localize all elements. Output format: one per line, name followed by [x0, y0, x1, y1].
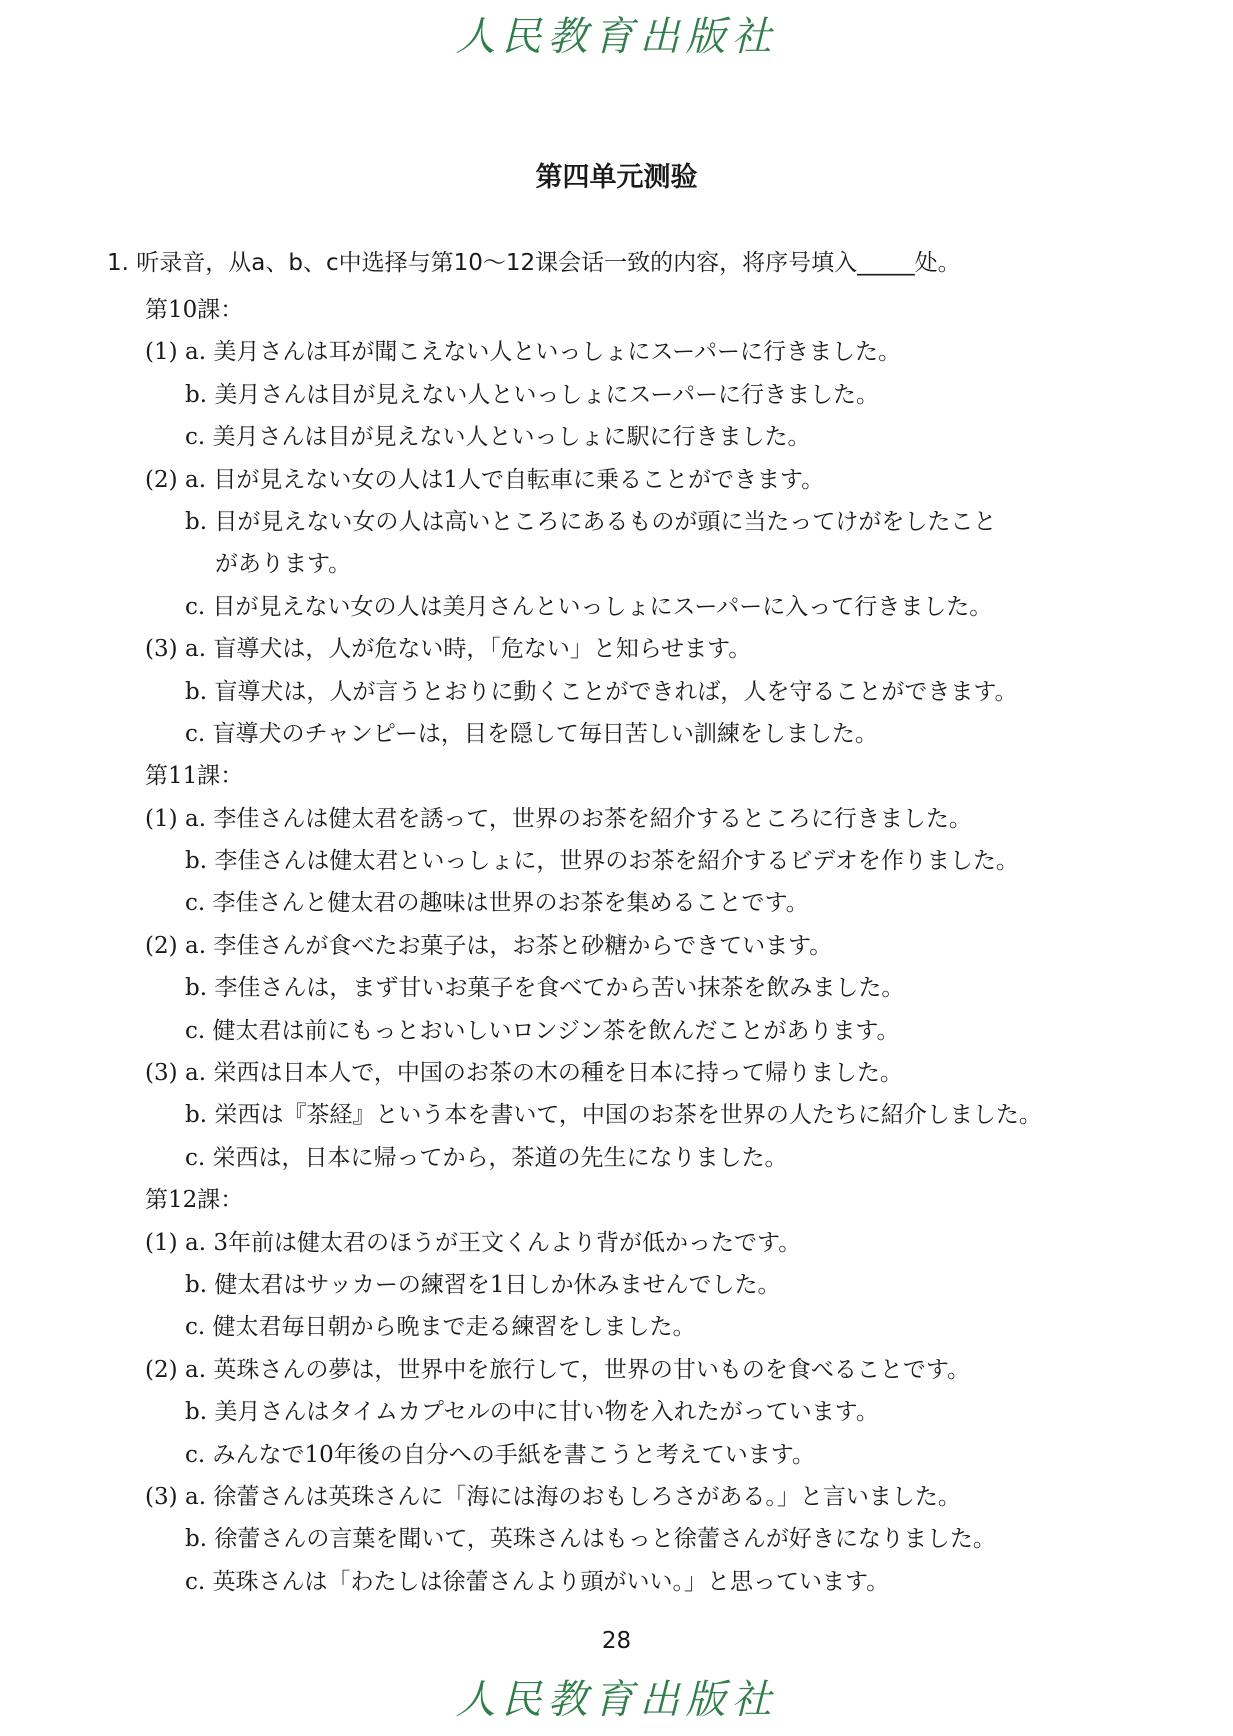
lesson-heading	[0, 1179, 1233, 1221]
question-content	[0, 289, 1233, 1603]
question-item	[0, 1349, 1233, 1391]
question-item	[0, 798, 1233, 840]
line-text: c. 栄西は，日本に帰ってから，茶道の先生になりました。	[185, 1144, 788, 1171]
line-text: b. 徐蕾さんの言葉を聞いて，英珠さんはもっと徐蕾さんが好きになりました。	[185, 1526, 996, 1553]
question-item	[0, 925, 1233, 967]
line-text: c. 目が見えない女の人は美月さんといっしょにスーパーに入って行きました。	[185, 593, 993, 620]
question-item	[0, 1476, 1233, 1518]
option-line	[0, 1094, 1233, 1136]
option-line	[0, 967, 1233, 1009]
option-line	[0, 374, 1233, 416]
item-number: (1)	[145, 339, 178, 366]
option-line	[0, 1518, 1233, 1560]
item-number: (3)	[145, 1483, 178, 1510]
line-text: c. 美月さんは目が見えない人といっしょに駅に行きました。	[185, 424, 811, 451]
page-number: 28	[601, 1628, 632, 1654]
publisher-logo-top: 人民教育出版社	[455, 14, 778, 60]
option-line	[0, 882, 1233, 924]
line-text: a. 目が見えない女の人は1人で自転車に乗ることができます。	[185, 466, 825, 493]
question-instruction: 听录音，从a、b、c中选择与第10～12课会话一致的内容，将序号填入_____处。	[136, 250, 961, 276]
option-line	[0, 671, 1233, 713]
option-line	[0, 1264, 1233, 1306]
line-text: c. 健太君毎日朝から晩まで走る練習をしました。	[185, 1314, 696, 1341]
line-text: 第12課：	[145, 1187, 244, 1214]
line-text: a. 徐蕾さんは英珠さんに「海には海のおもしろさがある。」と言いました。	[185, 1483, 961, 1510]
line-text: b. 美月さんは目が見えない人といっしょにスーパーに行きました。	[185, 381, 880, 408]
line-text: b. 李佳さんは，まず甘いお菓子を食べてから苦い抹茶を飲みました。	[185, 975, 905, 1002]
lesson-heading	[0, 755, 1233, 797]
question-item	[0, 331, 1233, 373]
line-text: 第10課：	[145, 297, 244, 323]
option-line	[0, 501, 1233, 543]
line-text: b. 健太君はサッカーの練習を1日しか休みませんでした。	[185, 1271, 781, 1298]
item-number: (1)	[145, 805, 178, 832]
line-text: a. 3年前は健太君のほうが王文くんより背が低かったです。	[185, 1229, 802, 1256]
item-number: (2)	[145, 1356, 178, 1383]
option-line	[0, 840, 1233, 882]
item-number: (3)	[145, 636, 178, 663]
question-item	[0, 459, 1233, 501]
option-line	[0, 543, 1233, 585]
question-item	[0, 1052, 1233, 1094]
option-line	[0, 1306, 1233, 1348]
line-text: があります。	[215, 551, 352, 578]
option-line	[0, 1010, 1233, 1052]
line-text: b. 盲導犬は，人が言うとおりに動くことができれば，人を守ることができます。	[185, 678, 1018, 705]
item-number: (3)	[145, 1060, 178, 1087]
line-text: 第11課：	[145, 763, 244, 790]
item-number: (2)	[145, 932, 178, 959]
option-line	[0, 416, 1233, 458]
option-line	[0, 586, 1233, 628]
question-item	[0, 628, 1233, 670]
option-line	[0, 1137, 1233, 1179]
line-text: a. 李佳さんは健太君を誘って，世界のお茶を紹介するところに行きました。	[185, 805, 972, 832]
line-text: b. 李佳さんは健太君といっしょに，世界のお茶を紹介するビデオを作りました。	[185, 848, 1019, 875]
page-title: 第四单元测验	[535, 162, 698, 193]
line-text: a. 李佳さんが食べたお菓子は，お茶と砂糖からできています。	[185, 932, 833, 959]
line-text: b. 栄西は『茶経』という本を書いて，中国のお茶を世界の人たちに紹介しました。	[185, 1102, 1042, 1129]
item-number: (1)	[145, 1229, 178, 1256]
line-text: b. 美月さんはタイムカプセルの中に甘い物を入れたがっています。	[185, 1399, 879, 1426]
line-text: c. みんなで10年後の自分への手紙を書こうと考えています。	[185, 1441, 815, 1468]
line-text: a. 栄西は日本人で，中国のお茶の木の種を日本に持って帰りました。	[185, 1060, 903, 1087]
option-line	[0, 1391, 1233, 1433]
item-number: (2)	[145, 466, 178, 493]
line-text: c. 健太君は前にもっとおいしいロンジン茶を飲んだことがあります。	[185, 1017, 900, 1044]
question-number: 1.	[107, 250, 129, 276]
option-line	[0, 713, 1233, 755]
option-line	[0, 1561, 1233, 1603]
publisher-logo-bottom: 人民教育出版社	[455, 1677, 778, 1723]
question-heading	[107, 246, 961, 280]
question-item	[0, 1222, 1233, 1264]
line-text: a. 盲導犬は，人が危ない時，「危ない」と知らせます。	[185, 636, 752, 663]
option-line	[0, 1434, 1233, 1476]
line-text: c. 英珠さんは「わたしは徐蕾さんより頭がいい。」と思っています。	[185, 1568, 890, 1595]
line-text: c. 李佳さんと健太君の趣味は世界のお茶を集めることです。	[185, 890, 809, 917]
line-text: b. 目が見えない女の人は高いところにあるものが頭に当たってけがをしたこと	[185, 508, 997, 535]
line-text: c. 盲導犬のチャンピーは，目を隠して毎日苦しい訓練をしました。	[185, 720, 878, 747]
line-text: a. 美月さんは耳が聞こえない人といっしょにスーパーに行きました。	[185, 339, 902, 366]
lesson-heading	[0, 289, 1233, 331]
line-text: a. 英珠さんの夢は，世界中を旅行して，世界の甘いものを食べることです。	[185, 1356, 971, 1383]
